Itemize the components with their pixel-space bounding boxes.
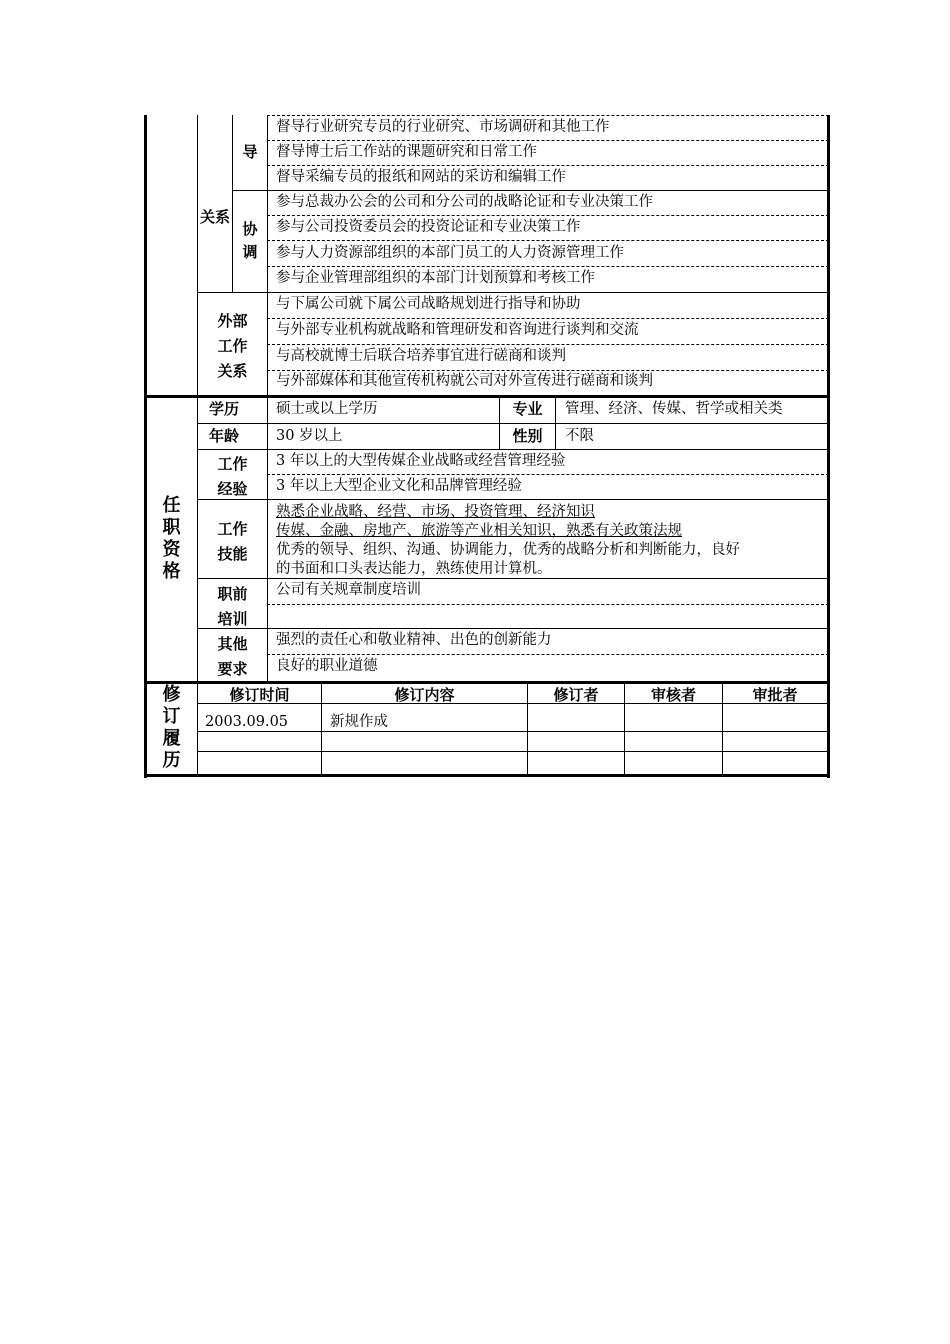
frame-bottom-border — [144, 774, 830, 777]
rule — [197, 449, 829, 450]
rule — [267, 344, 829, 345]
skills-item: 传媒、金融、房地产、旅游等产业相关知识，熟悉有关政策法规 — [276, 523, 682, 539]
major-value: 管理、经济、传媒、哲学或相关类 — [565, 401, 783, 417]
revision-history-label: 修 订 履 历 — [162, 684, 181, 771]
rule — [267, 604, 829, 605]
other-item: 良好的职业道德 — [276, 658, 378, 674]
training-label: 职前 培训 — [217, 585, 248, 628]
skills-label: 工作 技能 — [217, 520, 248, 563]
major-label: 专业 — [512, 400, 543, 418]
rule — [197, 751, 829, 752]
rule — [197, 731, 829, 732]
rule — [267, 474, 829, 475]
section-divider — [144, 395, 830, 398]
revision-cell-date: 2003.09.05 — [205, 714, 289, 730]
rule — [267, 215, 829, 216]
age-value: 30 岁以上 — [276, 428, 343, 444]
guide-item: 督导采编专员的报纸和网站的采访和编辑工作 — [276, 169, 566, 185]
rule — [267, 318, 829, 319]
rule — [197, 578, 829, 579]
rule — [197, 423, 829, 424]
education-label: 学历 — [208, 400, 239, 418]
rule — [267, 240, 829, 241]
rule — [232, 115, 233, 292]
rule — [267, 397, 268, 682]
external-item: 与高校就博士后联合培养事宜进行磋商和谈判 — [276, 348, 566, 364]
other-requirements-label: 其他 要求 — [217, 635, 248, 678]
rule — [267, 370, 829, 371]
revision-cell-content: 新规作成 — [330, 714, 388, 730]
coord-item: 参与总裁办公会的公司和分公司的战略论证和专业决策工作 — [276, 194, 653, 210]
experience-item: 3 年以上的大型传媒企业战略或经营管理经验 — [276, 453, 566, 469]
rule — [232, 190, 829, 191]
revision-header-approver: 审批者 — [752, 686, 798, 704]
other-item: 强烈的责任心和敬业精神、出色的创新能力 — [276, 632, 552, 648]
training-item: 公司有关规章制度培训 — [276, 582, 421, 598]
external-item: 与外部专业机构就战略和管理研发和咨询进行谈判和交流 — [276, 322, 639, 338]
guide-item: 督导博士后工作站的课题研究和日常工作 — [276, 144, 537, 160]
education-value: 硕士或以上学历 — [276, 401, 378, 417]
external-item: 与外部媒体和其他宣传机构就公司对外宣传进行磋商和谈判 — [276, 373, 653, 389]
guide-label: 导 — [242, 143, 258, 161]
rule — [267, 165, 829, 166]
rule — [197, 292, 829, 293]
coord-label: 协 调 — [242, 220, 258, 261]
frame-left-border — [144, 115, 147, 778]
qualifications-label: 任 职 资 格 — [162, 495, 181, 582]
rule — [267, 115, 268, 397]
external-item: 与下属公司就下属公司战略规划进行指导和协助 — [276, 296, 581, 312]
gender-label: 性别 — [512, 427, 543, 445]
revision-header-content: 修订内容 — [394, 686, 455, 704]
experience-item: 3 年以上大型企业文化和品牌管理经验 — [276, 478, 522, 494]
relations-label: 关系 — [199, 208, 230, 226]
skills-item: 的书面和口头表达能力，熟练使用计算机。 — [276, 561, 552, 577]
rule — [267, 654, 829, 655]
age-label: 年龄 — [208, 427, 239, 445]
rule — [267, 266, 829, 267]
revision-header-date: 修订时间 — [229, 686, 290, 704]
gender-value: 不限 — [565, 428, 594, 444]
revision-header-reviser: 修订者 — [553, 686, 599, 704]
coord-item: 参与人力资源部组织的本部门员工的人力资源管理工作 — [276, 245, 624, 261]
rule — [197, 499, 829, 500]
coord-item: 参与企业管理部组织的本部门计划预算和考核工作 — [276, 270, 595, 286]
rule — [267, 115, 829, 116]
guide-item: 督导行业研究专员的行业研究、市场调研和其他工作 — [276, 119, 610, 135]
external-relations-label: 外部 工作 关系 — [217, 312, 248, 380]
coord-item: 参与公司投资委员会的投资论证和专业决策工作 — [276, 219, 581, 235]
experience-label: 工作 经验 — [217, 455, 248, 498]
revision-header-reviewer: 审核者 — [650, 686, 696, 704]
rule — [267, 140, 829, 141]
skills-item: 优秀的领导、组织、沟通、协调能力，优秀的战略分析和判断能力，良好 — [276, 542, 740, 558]
skills-item: 熟悉企业战略、经营、市场、投资管理、经济知识 — [276, 504, 595, 520]
rule — [197, 628, 829, 629]
